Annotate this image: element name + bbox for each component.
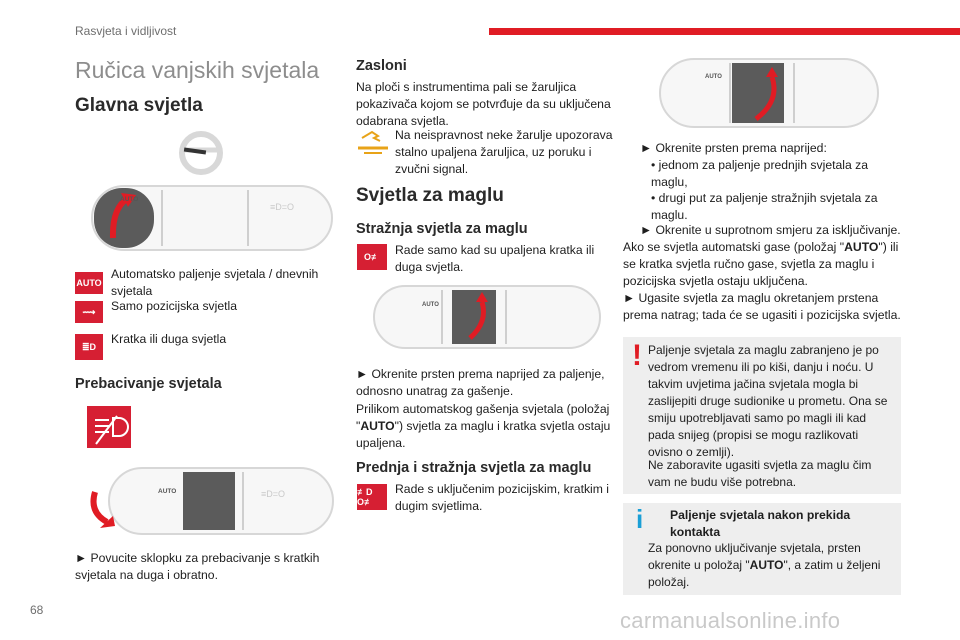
stalk2-auto-label: AUTO bbox=[158, 488, 177, 495]
displays-text: Na ploči s instrumentima pali se žaruljica pokazivača kojom se potvrđuje da su uključena odabrana svjetla. bbox=[356, 80, 611, 128]
auto-lights-icon: AUTO bbox=[75, 272, 103, 294]
front-rear-fog-heading: Prednja i stražnja svjetla za maglu bbox=[356, 460, 592, 476]
displays-heading: Zasloni bbox=[356, 58, 407, 74]
main-lights-heading: Glavna svjetla bbox=[75, 95, 203, 116]
steering-wheel-icon bbox=[178, 130, 224, 176]
switching-instruction: ► Povucite sklopku za prebacivanje s kratkih svjetala na duga i obratno. bbox=[75, 551, 320, 582]
low-high-beam-icon: ≣D bbox=[75, 334, 103, 360]
rear-fog-instruction: ► Okrenite prsten prema naprijed za paljenje, odnosno unatrag za gašenje. bbox=[356, 367, 605, 398]
rear-fog-heading: Stražnja svjetla za maglu bbox=[356, 221, 528, 237]
position-lights-text: Samo pozicijska svjetla bbox=[111, 299, 237, 313]
instr-line-1: ► Okrenite prsten prema naprijed: bbox=[640, 141, 827, 155]
watermark: carmanualsonline.info bbox=[620, 608, 841, 633]
front-fog-stalk-illustration bbox=[656, 55, 881, 133]
front-rear-fog-icon: ≢D O≢ bbox=[357, 484, 387, 510]
page-number: 68 bbox=[30, 603, 44, 617]
warning-text-2: Ne zaboravite ugasiti svjetla za maglu čim vam ne budu više potrebna. bbox=[648, 458, 872, 489]
instr-line-4: ► Okrenite u suprotnom smjeru za isključivanje. bbox=[640, 223, 901, 237]
switching-heading: Prebacivanje svjetala bbox=[75, 376, 222, 392]
auto-lights-text: Automatsko paljenje svjetala / dnevnih svjetala bbox=[111, 267, 319, 298]
info-icon: i bbox=[636, 504, 644, 534]
fog-lights-heading: Svjetla za maglu bbox=[356, 185, 504, 206]
page-title: Ručica vanjskih svjetala bbox=[75, 57, 320, 83]
stalk-auto-label: AUTO bbox=[120, 196, 139, 203]
low-high-beam-text: Kratka ili duga svjetla bbox=[111, 332, 227, 346]
instr-line-3: • drugi put za paljenje stražnjih svjetala za maglu. bbox=[651, 191, 878, 222]
rear-fog-icon: O≢ bbox=[357, 244, 387, 270]
rear-fog-auto-note: Prilikom automatskog gašenja svjetala (položaj "AUTO") svjetla za maglu i kratka svjetla ostaju upaljena. bbox=[356, 402, 611, 450]
info-title: Paljenje svjetala nakon prekida kontakta bbox=[670, 508, 851, 539]
section-header: Rasvjeta i vidljivost bbox=[75, 24, 177, 38]
stalk4-auto-label: AUTO bbox=[705, 74, 722, 80]
lamp-fault-icons bbox=[356, 128, 390, 158]
stalk3-auto-label: AUTO bbox=[422, 302, 439, 308]
auto-fog-note: Ako se svjetla automatski gase (položaj "AUTO") ili se kratka svjetla ručno gase, svjetla za maglu i pozicijska svjetla ostaju uključena. bbox=[623, 240, 899, 288]
front-rear-fog-text: Rade s uključenim pozicijskim, kratkim i dugim svjetlima. bbox=[395, 482, 610, 513]
warning-text-1: Paljenje svjetala za maglu zabranjeno je po vedrom vremenu ili po kiši, danju i noću. U takvim uvjetima jačina svjetala mogla bi zaslijepiti druge sudionike u prometu. Ona se smiju upotrebljavati samo po magli ili kad pada snijeg (propisi se mogu razlikovati ovisno o zemlji). bbox=[648, 343, 888, 459]
fog-off-instruction: ► Ugasite svjetla za maglu okretanjem prstena prema natrag; tada će se ugasiti i pozicijska svjetla. bbox=[623, 291, 901, 322]
info-text: Za ponovno uključivanje svjetala, prsten okrenite u položaj "AUTO", a zatim u željeni položaj. bbox=[648, 541, 881, 589]
rear-fog-stalk-illustration bbox=[370, 282, 602, 352]
svg-text:≡D=O: ≡D=O bbox=[270, 202, 295, 212]
instr-line-2: • jednom za paljenje prednjih svjetala za maglu, bbox=[651, 158, 869, 189]
high-beam-flash-icon bbox=[87, 406, 131, 448]
light-stalk-illustration bbox=[88, 178, 336, 256]
svg-text:≡D=O: ≡D=O bbox=[261, 489, 286, 499]
warning-icon: ! bbox=[632, 339, 642, 372]
warning-text: Na neispravnost neke žarulje upozorava stalno upaljena žaruljica, uz poruku i zvučni signal. bbox=[395, 128, 613, 176]
position-lights-icon: ⟿ bbox=[75, 301, 103, 323]
switching-stalk-illustration bbox=[83, 462, 336, 544]
header-accent-bar bbox=[489, 28, 960, 35]
rear-fog-text: Rade samo kad su upaljena kratka ili duga svjetla. bbox=[395, 243, 595, 274]
